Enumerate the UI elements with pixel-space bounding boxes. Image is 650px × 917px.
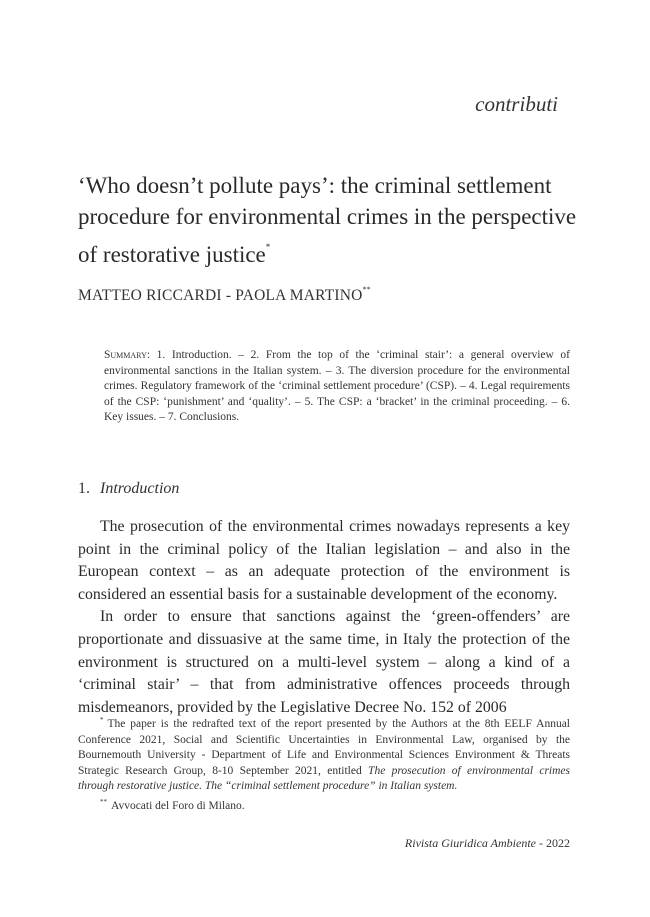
article-title-text: ‘Who doesn’t pollute pays’: the criminal settlement procedure for environmental crimes in the perspective of restorative justice xyxy=(78,173,577,267)
journal-footer xyxy=(405,836,570,851)
section-title: Introduction xyxy=(100,480,180,497)
section-tag: contributi xyxy=(475,92,558,116)
footnotes xyxy=(78,713,570,815)
authors-text: MATTEO RICCARDI - PAOLA MARTINO xyxy=(78,287,363,304)
journal-year: - 2022 xyxy=(539,836,570,850)
body-text xyxy=(78,516,570,719)
footnote-1-mark: * xyxy=(100,716,104,724)
summary-block xyxy=(104,348,570,426)
article-authors xyxy=(78,285,371,305)
footnote-1 xyxy=(78,713,570,795)
footnote-1-italic: The prosecution of environmental crimes through restorative justice. The “criminal settlement procedure” in Italian system. xyxy=(78,764,570,793)
summary-text: 1. Introduction. – 2. From the top of the ‘criminal stair’: a general overview of environmental sanctions in the Italian system. – 3. The diversion procedure for the environmental crimes. Regulatory framework of the ‘criminal settlement procedure’ (CSP). – 4. Legal requirements of the CSP: ‘punishment’ and ‘quality’. – 5. The CSP: a ‘bracket’ in the criminal proceeding. – 6. Key issues. – 7. Conclusions. xyxy=(104,349,571,423)
body-paragraph-1: The prosecution of the environmental crimes nowadays represents a key point in the criminal policy of the Italian legislation – and also in the European context – as an adequate protection of the environment is considered an essential basis for a sustainable development of the economy. xyxy=(78,518,570,603)
journal-name: Rivista Giuridica Ambiente xyxy=(404,836,536,850)
section-heading xyxy=(78,480,179,498)
summary-label: Summary: xyxy=(104,349,151,361)
footnote-2-mark: ** xyxy=(100,797,107,806)
body-paragraph-2: In order to ensure that sanctions against the ‘green-offenders’ are proportionate and dissuasive at the same time, in Italy the protection of the environment is structured on a multi-level system – along a kind of a ‘criminal stair’ – that from administrative offences proceeds through misdemeanors, provided by the Legislative Decree No. 152 of 2006 xyxy=(78,608,570,716)
footnote-2 xyxy=(78,795,570,815)
authors-footnote-mark[interactable]: ** xyxy=(362,285,371,294)
article-title xyxy=(78,170,578,270)
footnote-2-text: Avvocati del Foro di Milano. xyxy=(111,799,245,812)
footnote-1-text: The paper is the redrafted text of the report presented by the Authors at the 8th EELF Annual Conference 2021, Social and Scientific Uncertainties in Environmental Law, organised by the Bournemouth University - Department of Life and Environmental Sciences Environment & Threats Strategic Research Group, 8-10 September 2021, entitled xyxy=(78,718,570,777)
title-footnote-mark[interactable]: * xyxy=(265,242,271,252)
section-number: 1. xyxy=(78,480,90,497)
